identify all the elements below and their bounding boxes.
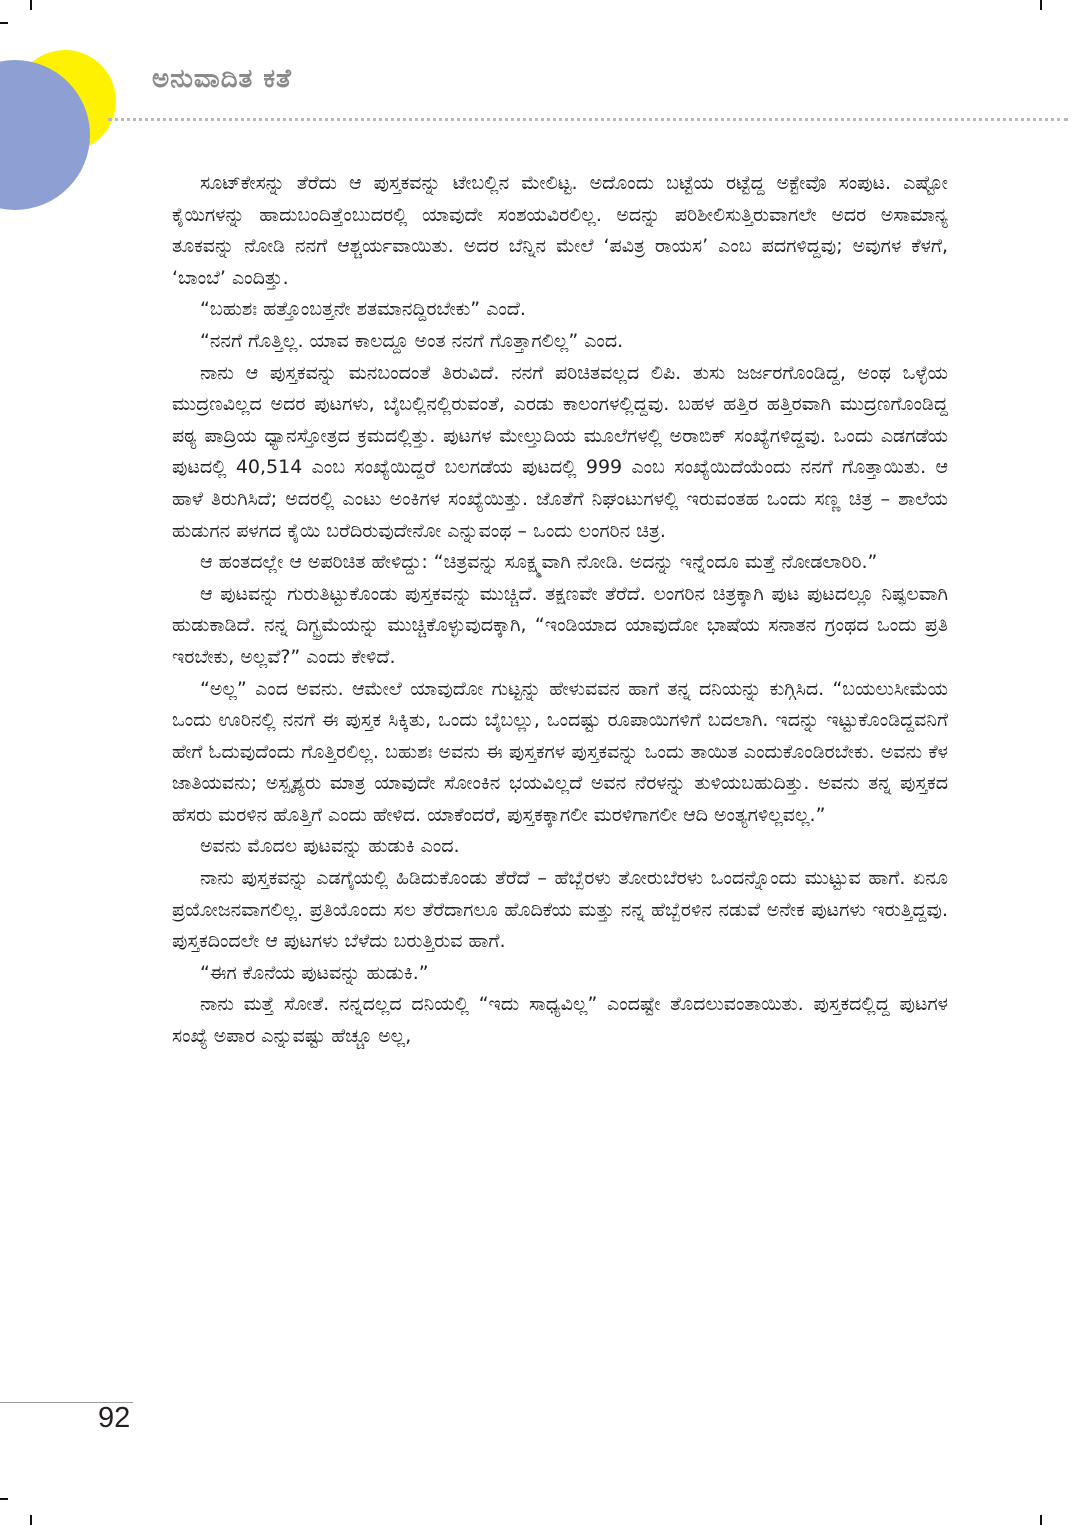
paragraph: ಅವನು ಮೊದಲ ಪುಟವನ್ನು ಹುಡುಕಿ ಎಂದ. [200,835,460,858]
paragraph: “ಅಲ್ಲ” ಎಂದ ಅವನು. ಆಮೇಲೆ ಯಾವುದೋ ಗುಟ್ಟನ್ನು ಹೇಳುವವನ ಹಾಗೆ ತನ್ನ ದನಿಯನ್ನು ಕುಗ್ಗಿಸಿದ. “ಬಯಲುಸೀಮೆಯ ಒಂದು ಊರಿನಲ್ಲಿ ನನಗೆ ಈ ಪುಸ್ತಕ ಸಿಕ್ಕಿತು, ಒಂದು ಬೈಬಲ್ಲು, ಒಂದಷ್ಟು ರೂಪಾಯಿಗಳಿಗೆ ಬದಲಾಗಿ. ಇದನ್ನು ಇಟ್ಟುಕೊಂಡಿದ್ದವನಿಗೆ ಹೇಗೆ ಓದುವುದೆಂದು ಗೊತ್ತಿರಲಿಲ್ಲ. ಬಹುಶಃ ಅವನು ಈ ಪುಸ್ತಕಗಳ ಪುಸ್ತಕವನ್ನು ಒಂದು ತಾಯಿತ ಎಂದುಕೊಂಡಿರಬೇಕು. ಅವನು ಕೆಳ ಜಾತಿಯವನು; ಅಸ್ಪೃಶ್ಯರು ಮಾತ್ರ ಯಾವುದೇ ಸೋಂಕಿನ ಭಯವಿಲ್ಲದೆ ಅವನ ನೆರಳನ್ನು ತುಳಿಯಬಹುದಿತ್ತು. ಅವನು ತನ್ನ ಪುಸ್ತಕದ ಹೆಸರು ಮರಳಿನ ಹೊತ್ತಿಗೆ ಎಂದು ಹೇಳಿದ. ಯಾಕೆಂದರೆ, ಪುಸ್ತಕಕ್ಕಾಗಲೀ ಮರಳಿಗಾಗಲೀ ಆದಿ ಅಂತ್ಯಗಳಿಲ್ಲವಲ್ಲ.” [172,677,948,826]
crop-mark-bottom-left [30,1515,32,1525]
paragraph: “ಬಹುಶಃ ಹತ್ತೊಂಬತ್ತನೇ ಶತಮಾನದ್ದಿರಬೇಕು” ಎಂದೆ. [200,298,526,321]
paragraph: ಸೂಟ್‌ಕೇಸನ್ನು ತೆರೆದು ಆ ಪುಸ್ತಕವನ್ನು ಟೇಬಲ್ಲಿನ ಮೇಲಿಟ್ಟ. ಅದೊಂದು ಬಟ್ಟೆಯ ರಟ್ಟೆದ್ದ ಅಕ್ಟೇವೊ ಸಂಪುಟ. ಎಷ್ಟೋ ಕೈಯಿಗಳನ್ನು ಹಾದುಬಂದಿತ್ತೆಂಬುದರಲ್ಲಿ ಯಾವುದೇ ಸಂಶಯವಿರಲಿಲ್ಲ. ಅದನ್ನು ಪರಿಶೀಲಿಸುತ್ತಿರುವಾಗಲೇ ಅದರ ಅಸಾಮಾನ್ಯ ತೂಕವನ್ನು ನೋಡಿ ನನಗೆ ಆಶ್ಚರ್ಯವಾಯಿತು. ಅದರ ಬೆನ್ನಿನ ಮೇಲೆ ‘ಪವಿತ್ರ ರಾಯಸ’ ಎಂಬ ಪದಗಳಿದ್ದವು; ಅವುಗಳ ಕೆಳಗೆ, ‘ಬಾಂಬೆ’ ಎಂದಿತ್ತು. [172,172,948,289]
paragraph: “ಈಗ ಕೊನೆಯ ಪುಟವನ್ನು ಹುಡುಕಿ.” [200,961,429,984]
crop-mark-bottom-left-side [0,1498,8,1500]
paragraph: ಆ ಹಂತದಲ್ಲೇ ಆ ಅಪರಿಚಿತ ಹೇಳಿದ್ದು: “ಚಿತ್ರವನ್ನು ಸೂಕ್ಷ್ಮವಾಗಿ ನೋಡಿ. ಅದನ್ನು ಇನ್ನೆಂದೂ ಮತ್ತೆ ನೋಡಲಾರಿರಿ.” [200,551,878,574]
header-dotted-rule [108,118,1068,121]
section-title: ಅನುವಾದಿತ ಕತೆ [152,64,292,94]
paragraph: “ನನಗೆ ಗೊತ್ತಿಲ್ಲ. ಯಾವ ಕಾಲದ್ದೂ ಅಂತ ನನಗೆ ಗೊತ್ತಾಗಲಿಲ್ಲ” ಎಂದ. [200,329,624,352]
crop-mark-bottom-right [1040,1515,1042,1525]
paragraph: ನಾನು ಪುಸ್ತಕವನ್ನು ಎಡಗೈಯಲ್ಲಿ ಹಿಡಿದುಕೊಂಡು ತೆರೆದೆ – ಹೆಬ್ಬೆರಳು ತೋರುಬೆರಳು ಒಂದನ್ನೊಂದು ಮುಟ್ಟುವ ಹಾಗೆ. ಏನೂ ಪ್ರಯೋಜನವಾಗಲಿಲ್ಲ. ಪ್ರತಿಯೊಂದು ಸಲ ತೆರೆದಾಗಲೂ ಹೊದಿಕೆಯ ಮತ್ತು ನನ್ನ ಹೆಬ್ಬೆರಳಿನ ನಡುವೆ ಅನೇಕ ಪುಟಗಳು ಇರುತ್ತಿದ್ದವು. ಪುಸ್ತಕದಿಂದಲೇ ಆ ಪುಟಗಳು ಬೆಳೆದು ಬರುತ್ತಿರುವ ಹಾಗೆ. [172,867,948,953]
page-number: 92 [98,1402,131,1434]
paragraph: ಆ ಪುಟವನ್ನು ಗುರುತಿಟ್ಟುಕೊಂಡು ಪುಸ್ತಕವನ್ನು ಮುಚ್ಚಿದೆ. ತಕ್ಷಣವೇ ತೆರೆದೆ. ಲಂಗರಿನ ಚಿತ್ರಕ್ಕಾಗಿ ಪುಟ ಪುಟದಲ್ಲೂ ನಿಷ್ಫಲವಾಗಿ ಹುಡುಕಾಡಿದೆ. ನನ್ನ ದಿಗ್ಭ್ರಮೆಯನ್ನು ಮುಚ್ಚಿಕೊಳ್ಳುವುದಕ್ಕಾಗಿ, “ಇಂಡಿಯಾದ ಯಾವುದೋ ಭಾಷೆಯ ಸನಾತನ ಗ್ರಂಥದ ಒಂದು ಪ್ರತಿ ಇರಬೇಕು, ಅಲ್ಲವೆ?” ಎಂದು ಕೇಳಿದೆ. [172,582,948,668]
crop-mark-top-left [30,0,32,10]
paragraph: ನಾನು ಮತ್ತೆ ಸೋತೆ. ನನ್ನದಲ್ಲದ ದನಿಯಲ್ಲಿ “ಇದು ಸಾಧ್ಯವಿಲ್ಲ” ಎಂದಷ್ಟೇ ತೊದಲುವಂತಾಯಿತು. ಪುಸ್ತಕದಲ್ಲಿದ್ದ ಪುಟಗಳ ಸಂಖ್ಯೆ ಅಪಾರ ಎನ್ನುವಷ್ಟು ಹೆಚ್ಚೂ ಅಲ್ಲ, [172,993,948,1048]
story-body [172,168,948,1053]
crop-mark-top-right [1040,0,1042,10]
crop-mark-top-left-side [0,22,8,24]
paragraph: ನಾನು ಆ ಪುಸ್ತಕವನ್ನು ಮನಬಂದಂತೆ ತಿರುವಿದೆ. ನನಗೆ ಪರಿಚಿತವಲ್ಲದ ಲಿಪಿ. ತುಸು ಜರ್ಜರಗೊಂಡಿದ್ದ, ಅಂಥ ಒಳ್ಳೆಯ ಮುದ್ರಣವಿಲ್ಲದ ಅದರ ಪುಟಗಳು, ಬೈಬಲ್ಲಿನಲ್ಲಿರುವಂತೆ, ಎರಡು ಕಾಲಂಗಳಲ್ಲಿದ್ದವು. ಬಹಳ ಹತ್ತಿರ ಹತ್ತಿರವಾಗಿ ಮುದ್ರಣಗೊಂಡಿದ್ದ ಪಠ್ಯ ಪಾದ್ರಿಯ ಧ್ಯಾನಸ್ತೋತ್ರದ ಕ್ರಮದಲ್ಲಿತ್ತು. ಪುಟಗಳ ಮೇಲ್ತುದಿಯ ಮೂಲೆಗಳಲ್ಲಿ ಅರಾಬಿಕ್ ಸಂಖ್ಯೆಗಳಿದ್ದವು. ಒಂದು ಎಡಗಡೆಯ ಪುಟದಲ್ಲಿ 40,514 ಎಂಬ ಸಂಖ್ಯೆಯಿದ್ದರೆ ಬಲಗಡೆಯ ಪುಟದಲ್ಲಿ 999 ಎಂಬ ಸಂಖ್ಯೆಯಿದೆಯೆಂದು ನನಗೆ ಗೊತ್ತಾಯಿತು. ಆ ಹಾಳೆ ತಿರುಗಿಸಿದೆ; ಅದರಲ್ಲಿ ಎಂಟು ಅಂಕಿಗಳ ಸಂಖ್ಯೆಯಿತ್ತು. ಜೊತೆಗೆ ನಿಘಂಟುಗಳಲ್ಲಿ ಇರುವಂತಹ ಒಂದು ಸಣ್ಣ ಚಿತ್ರ – ಶಾಲೆಯ ಹುಡುಗನ ಪಳಗದ ಕೈಯಿ ಬರೆದಿರುವುದೇನೋ ಎನ್ನುವಂಥ – ಒಂದು ಲಂಗರಿನ ಚಿತ್ರ. [172,361,948,542]
